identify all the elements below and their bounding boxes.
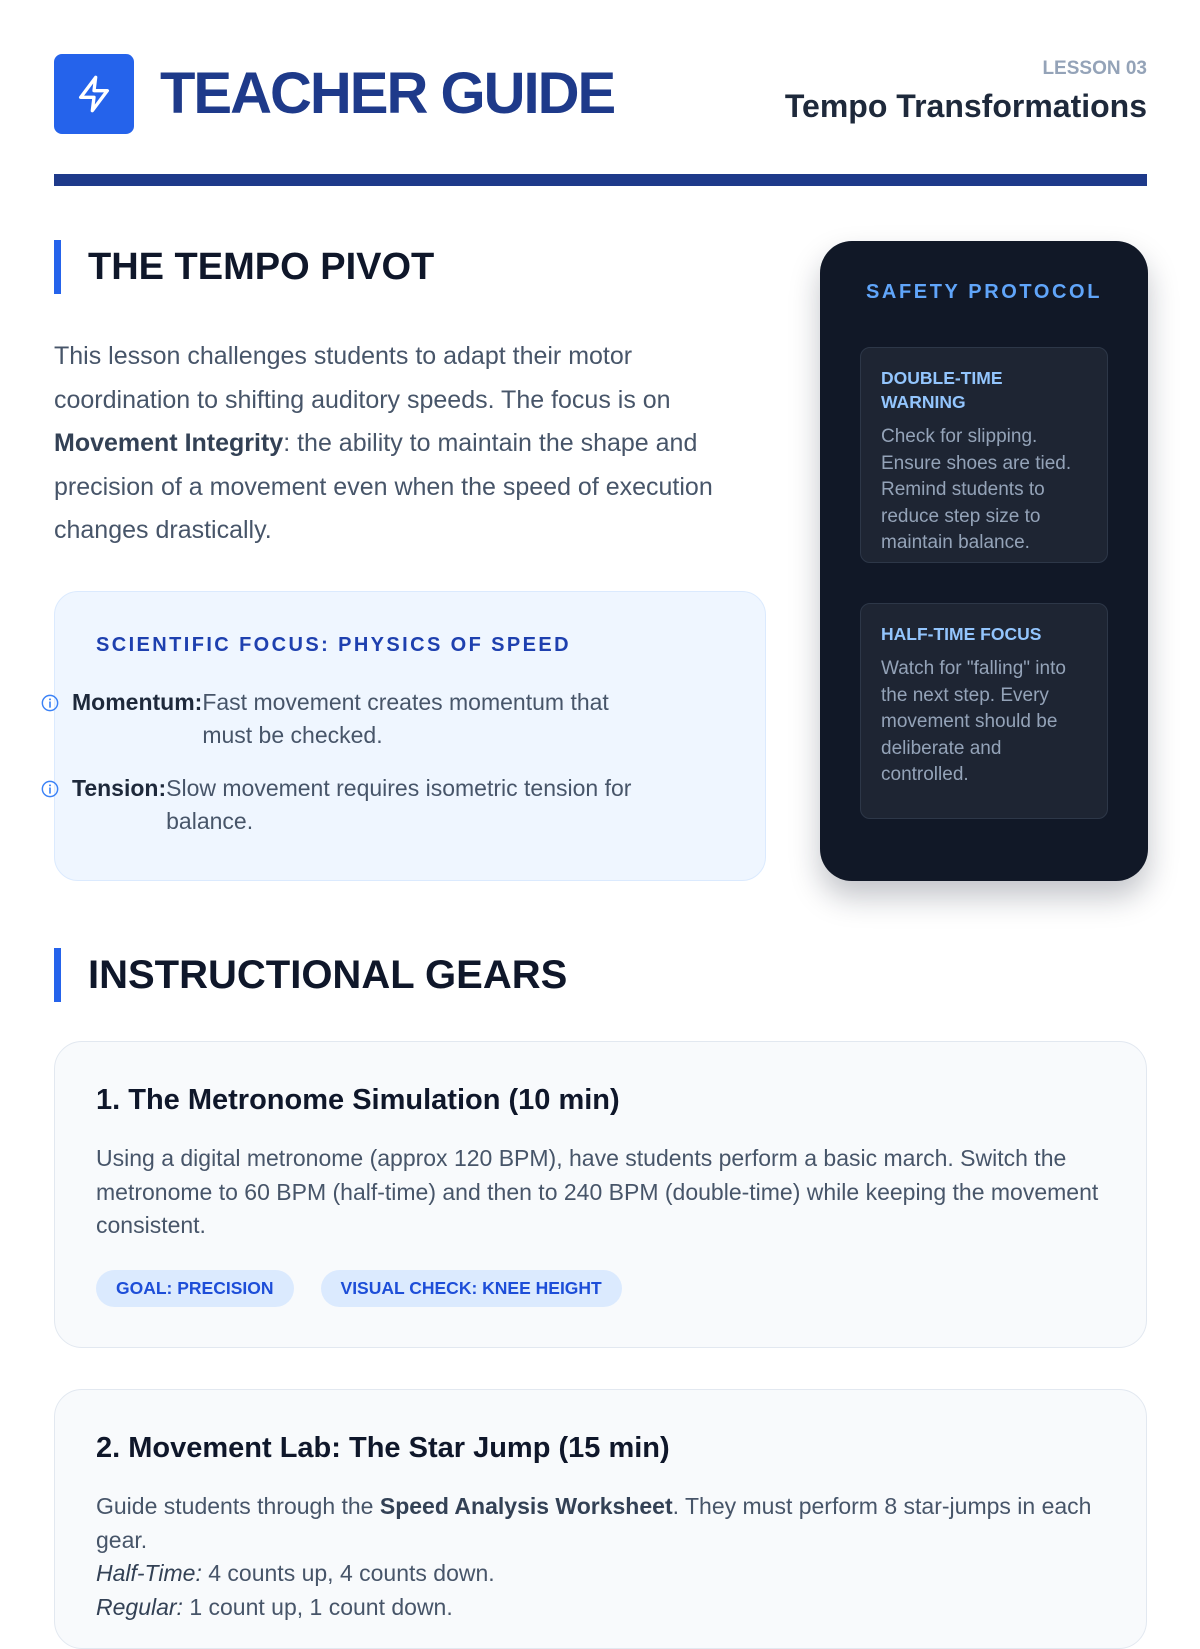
section-heading-instructional-gears: INSTRUCTIONAL GEARS <box>54 948 567 1002</box>
section-heading-tempo-pivot: THE TEMPO PIVOT <box>54 240 434 294</box>
lesson-title: Tempo Transformations <box>784 88 1147 124</box>
intro-paragraph <box>54 335 774 553</box>
focus-term: Tension: <box>72 775 167 801</box>
half-time-label: Half-Time: <box>96 1560 202 1586</box>
safety-card-text: Check for slipping. Ensure shoes are tied. Remind students to reduce step size to maintain balance. <box>881 426 1072 553</box>
scientific-focus-item <box>41 686 661 752</box>
activity-text-end: . They must perform 8 star-jumps in each gear. <box>96 1493 1092 1553</box>
regular-label: Regular: <box>96 1593 183 1620</box>
tag-goal: GOAL: PRECISION <box>96 1270 294 1307</box>
intro-bold-term: Movement Integrity <box>54 429 284 457</box>
focus-term: Momentum: <box>72 689 203 715</box>
activity-card-star-jump <box>54 1389 1147 1649</box>
scientific-focus-title: SCIENTIFIC FOCUS: PHYSICS OF SPEED <box>96 634 571 656</box>
safety-card-half-time <box>860 603 1108 819</box>
activity-description: Using a digital metronome (approx 120 BPM), have students perform a basic march. Switch the metronome to 60 BPM (half-time) and then to 240 BPM (double-time) while keeping the movement consistent. <box>96 1145 1099 1238</box>
intro-text-start: This lesson challenges students to adapt their motor coordination to shifting auditory speeds. The focus is on <box>54 342 671 414</box>
safety-card-double-time <box>860 347 1108 563</box>
info-icon <box>41 780 59 798</box>
tag-visual-check: VISUAL CHECK: KNEE HEIGHT <box>321 1270 622 1307</box>
info-icon <box>41 694 59 712</box>
logo <box>54 54 134 134</box>
activity-title: 1. The Metronome Simulation (10 min) <box>96 1084 620 1116</box>
intro-text-end: : the ability to maintain the shape and precision of a movement even when the speed of execution changes drastically. <box>54 429 713 544</box>
focus-description: Fast movement creates momentum that must be checked. <box>202 689 609 748</box>
page-header <box>54 54 1147 134</box>
lesson-number: LESSON 03 <box>1042 58 1147 79</box>
safety-card-title: HALF-TIME FOCUS <box>881 624 1042 644</box>
safety-card-title: DOUBLE-TIME WARNING <box>881 368 1003 412</box>
header-divider <box>54 174 1147 186</box>
regular-text: 1 count up, 1 count down. <box>182 1593 453 1620</box>
safety-card-text: Watch for "falling" into the next step. Every movement should be deliberate and controlled. <box>881 658 1066 785</box>
activity-text-start: Guide students through the <box>96 1493 380 1519</box>
half-time-text: 4 counts up, 4 counts down. <box>201 1560 495 1586</box>
activity-card-metronome <box>54 1041 1147 1348</box>
safety-protocol-title: SAFETY PROTOCOL <box>865 281 1103 303</box>
focus-description: Slow movement requires isometric tension for balance. <box>166 775 632 834</box>
activity-description <box>96 1490 1106 1624</box>
worksheet-name: Speed Analysis Worksheet <box>379 1493 673 1519</box>
lightning-bolt-icon <box>74 74 114 114</box>
activity-title: 2. Movement Lab: The Star Jump (15 min) <box>96 1432 670 1464</box>
brand-title: TEACHER GUIDE <box>160 61 615 126</box>
scientific-focus-item <box>41 772 661 838</box>
activity-tags <box>96 1270 622 1307</box>
safety-protocol-panel <box>820 241 1148 881</box>
